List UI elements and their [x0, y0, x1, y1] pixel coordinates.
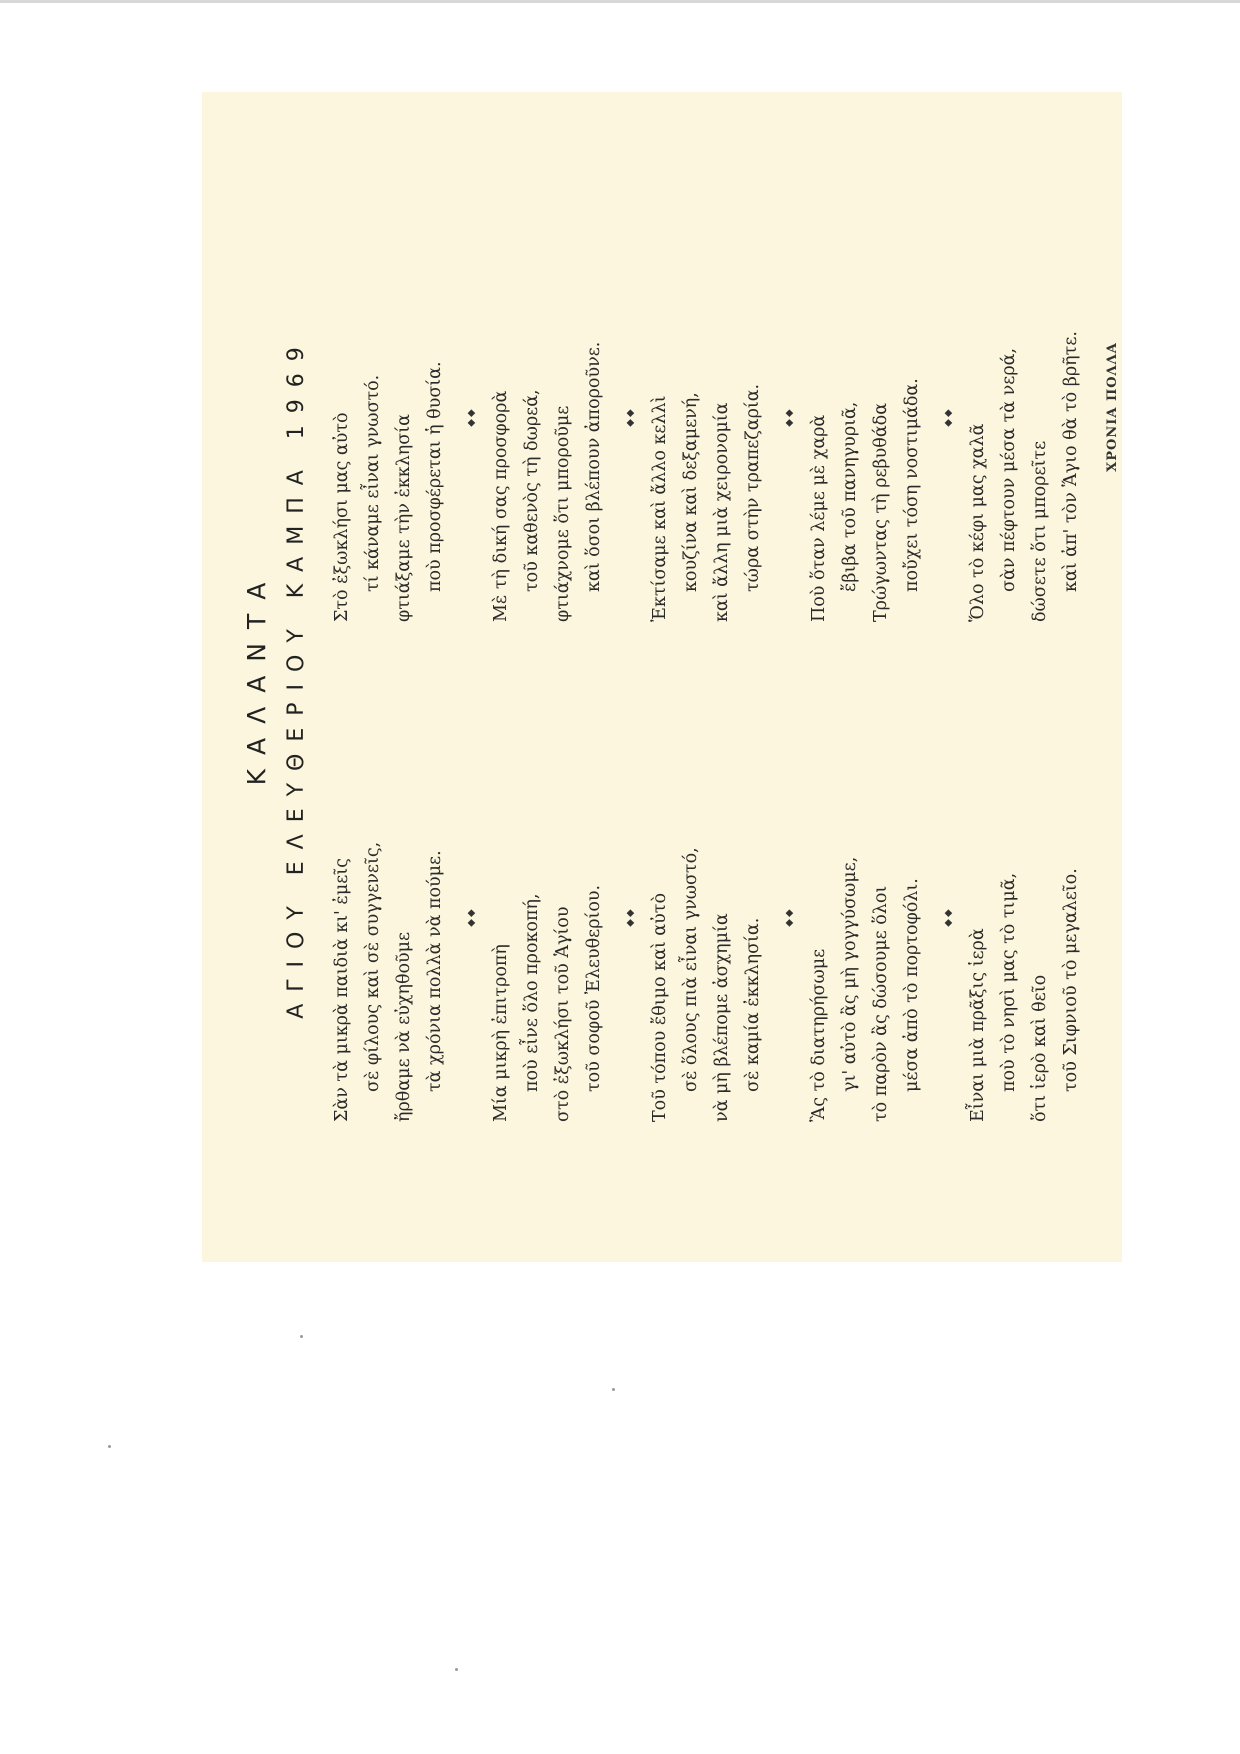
stanza: [327, 652, 451, 1122]
stanza: [804, 152, 928, 622]
scan-speck: [108, 1445, 111, 1448]
verse-line: Ποὺ ὅταν λέμε μὲ χαρὰ: [809, 414, 829, 622]
verse-line: Στὸ ἐξωκλήσι μας αὐτὸ: [332, 412, 352, 622]
poem-page: [202, 92, 1122, 1262]
stanza-separator: ◆◆: [466, 907, 477, 927]
verse-line: κουζίνα καὶ δεξαμενή,: [681, 392, 701, 592]
verse-line: Τρώγωντας τὴ ρεβυθάδα: [871, 402, 891, 622]
verse-line: τοῦ καθενὸς τὴ δωρεά,: [522, 389, 542, 592]
verse-line: δώσετε ὅτι μπορεῖτε: [1030, 440, 1050, 622]
verse-line: τοῦ σοφοῦ Ἐλευθερίου.: [584, 884, 604, 1092]
stanza-separator: ◆◆: [943, 407, 954, 427]
stanza: [486, 152, 610, 622]
verse-line: σὰν πέφτουν μέσα τὰ νερά,: [999, 347, 1019, 592]
verse-line: σὲ ὅλους πιὰ εἶναι γνωστό,: [681, 847, 701, 1092]
verse-line: τί κάναμε εἶναι γνωστό.: [363, 374, 383, 592]
stanza-separator: ◆◆: [943, 907, 954, 927]
stanza: [804, 652, 928, 1122]
stanza-separator: ◆◆: [784, 907, 795, 927]
verse-line: καὶ ἄλλη μιὰ χειρονομία: [712, 402, 732, 622]
stanza: [486, 652, 610, 1122]
verse-line: Μία μικρὴ ἐπιτροπὴ: [491, 944, 511, 1122]
verse-line: μέσα ἀπὸ τὸ πορτοφόλι.: [902, 878, 922, 1092]
verse-line: ποὺ τὸ νησὶ μας τὸ τιμᾶ,: [999, 872, 1019, 1092]
right-column: [327, 152, 1128, 622]
stanza: [645, 652, 769, 1122]
stanza-separator: ◆◆: [784, 407, 795, 427]
verse-line: στὸ ἐξωκλήσι τοῦ Ἁγίου: [553, 906, 573, 1122]
stanza-separator: ◆◆: [466, 407, 477, 427]
verse-line: ποὺ προσφέρεται ἡ θυσία.: [425, 361, 445, 592]
verse-line: Σὰν τὰ μικρὰ παιδιὰ κι' ἐμεῖς: [332, 858, 352, 1122]
verse-line: Ὅλο τὸ κέφι μας χαλᾶ: [968, 423, 988, 622]
verse-line: καὶ ἀπ' τὸν Ἅγιο θὰ τὸ βρῆτε.: [1061, 331, 1081, 592]
verse-line: ποὺ εἶνε ὅλο προκοπή,: [522, 893, 542, 1092]
verse-line: Εἶναι μιὰ πρᾶξις ἱερὰ: [968, 928, 988, 1122]
verse-line: καὶ ὅσοι βλέπουν ἀποροῦνε.: [584, 341, 604, 592]
closing-greeting: ΧΡΟΝΙΑ ΠΟΛΛΑ: [1105, 342, 1120, 472]
verse-line: Ἐκτίσαμε καὶ ἄλλο κελλὶ: [650, 395, 670, 622]
verse-line: τώρα στὴν τραπεζαρία.: [743, 383, 763, 592]
verse-line: Ἂς τὸ διατηρήσωμε: [809, 948, 829, 1122]
verse-line: σὲ καμία ἐκκλησία.: [743, 917, 763, 1092]
scan-speck: [455, 1668, 458, 1671]
verse-line: ἔβιβα τοῦ πανηγυριᾶ,: [840, 401, 860, 592]
verse-line: νὰ μὴ βλέπομε ἀσχημία: [712, 913, 732, 1122]
page-title: ΚΑΛΑΝΤΑ: [242, 568, 271, 786]
verse-line: τὸ παρὸν ἂς δώσουμε ὅλοι: [871, 885, 891, 1122]
verse-line: ἤρθαμε νὰ εὐχηθοῦμε: [394, 931, 414, 1122]
scan-speck: [612, 1388, 615, 1391]
stanza: [645, 152, 769, 622]
left-column: [327, 652, 1093, 1122]
verse-line: γι' αὐτὸ ἂς μὴ γογγύσωμε,: [840, 856, 860, 1092]
verse-line: ποὔχει τόση νοστιμάδα.: [902, 378, 922, 592]
stanza-separator: ◆◆: [625, 407, 636, 427]
stanza: [327, 152, 451, 622]
verse-line: ὅτι ἱερὸ καὶ θεῖο: [1030, 974, 1050, 1122]
verse-line: Τοῦ τόπου ἔθιμο καὶ αὐτὸ: [650, 893, 670, 1122]
verse-line: σὲ φίλους καὶ σὲ συγγενεῖς,: [363, 841, 383, 1092]
verse-line: τοῦ Σιφνιοῦ τὸ μεγαλεῖο.: [1061, 868, 1081, 1092]
verse-line: φτιάξαμε τὴν ἐκκλησία: [394, 414, 414, 622]
verse-line: τὰ χρόνια πολλὰ νὰ πούμε.: [425, 850, 445, 1092]
stanza: [963, 652, 1087, 1122]
stanza-separator: ◆◆: [625, 907, 636, 927]
verse-line: φτιάχνομε ὅτι μποροῦμε: [553, 405, 573, 622]
page-subtitle: ΑΓΙΟΥ ΕΛΕΥΘΕΡΙΟΥ ΚΑΜΠΑ 1969: [284, 335, 309, 1019]
scan-top-edge: [0, 0, 1240, 3]
stanza: [963, 152, 1087, 622]
verse-line: Μὲ τὴ δική σας προσφορὰ: [491, 390, 511, 622]
scan-speck: [300, 1335, 303, 1338]
